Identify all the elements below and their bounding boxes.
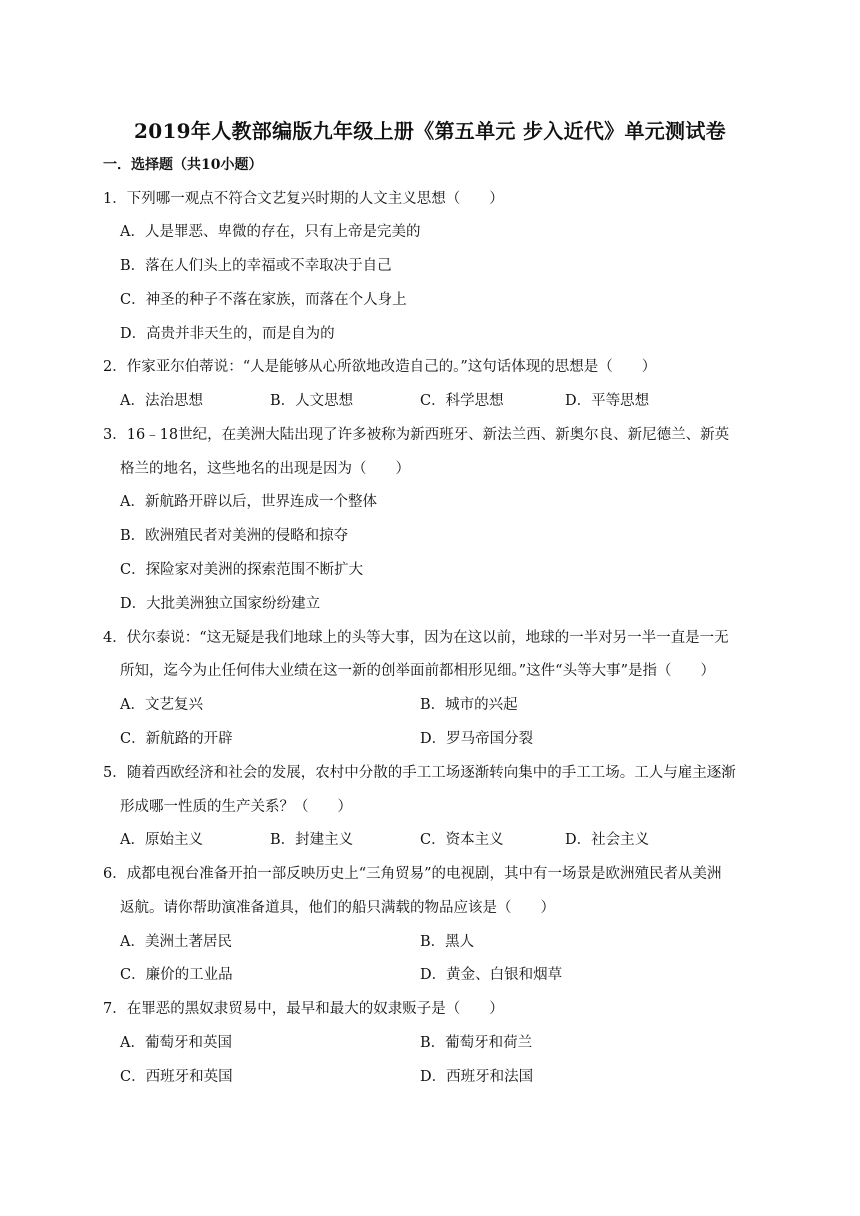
question-4-option-a: A．文艺复兴 xyxy=(120,697,203,713)
question-4-option-d: D．罗马帝国分裂 xyxy=(420,731,534,747)
question-3-stem-line-1: 3．16﹣18世纪，在美洲大陆出现了许多被称为新西班牙、新法兰西、新奥尔良、新尼德兰、新英 xyxy=(103,427,730,443)
question-5-option-b: B．封建主义 xyxy=(270,832,354,848)
question-4-option-c: C．新航路的开辟 xyxy=(120,731,233,747)
question-5-option-c: C．资本主义 xyxy=(420,832,504,848)
question-4-stem-line-2: 所知，迄今为止任何伟大业绩在这一新的创举面前都相形见细。”这件“头等大事”是指（ ） xyxy=(120,663,715,679)
question-6-stem-line-2: 返航。请你帮助演准备道具，他们的船只满载的物品应该是（ ） xyxy=(120,900,555,916)
question-2-option-b: B．人文思想 xyxy=(270,393,354,409)
question-1-option-b: B．落在人们头上的幸福或不幸取决于自己 xyxy=(120,258,392,274)
question-3-option-c: C．探险家对美洲的探索范围不断扩大 xyxy=(120,562,364,578)
question-2-option-d: D．平等思想 xyxy=(565,393,650,409)
question-7-option-c: C．西班牙和英国 xyxy=(120,1069,233,1085)
question-5-option-a: A．原始主义 xyxy=(120,832,203,848)
page-title: 2019年人教部编版九年级上册《第五单元 步入近代》单元测试卷 xyxy=(134,119,726,143)
section-heading: 一．选择题（共10小题） xyxy=(103,157,263,173)
question-4-stem-line-1: 4．伏尔泰说：“这无疑是我们地球上的头等大事，因为在这以前，地球的一半对另一半一直是一无 xyxy=(103,630,729,646)
question-6-option-b: B．黑人 xyxy=(420,934,475,950)
question-6-option-c: C．廉价的工业品 xyxy=(120,967,233,983)
question-5-stem-line-1: 5．随着西欧经济和社会的发展，农村中分散的手工工场逐渐转向集中的手工工场。工人与雇主逐渐 xyxy=(103,765,736,781)
question-7-stem: 7．在罪恶的黑奴隶贸易中，最早和最大的奴隶贩子是（ ） xyxy=(103,1001,504,1017)
question-5-stem-line-2: 形成哪一性质的生产关系？（ ） xyxy=(120,799,352,815)
question-6-option-a: A．美洲土著居民 xyxy=(120,934,232,950)
question-5-option-d: D．社会主义 xyxy=(565,832,650,848)
question-7-option-a: A．葡萄牙和英国 xyxy=(120,1035,232,1051)
question-2-option-c: C．科学思想 xyxy=(420,393,504,409)
question-3-option-a: A．新航路开辟以后，世界连成一个整体 xyxy=(120,494,377,510)
question-4-option-b: B．城市的兴起 xyxy=(420,697,518,713)
question-1-option-d: D．高贵并非天生的，而是自为的 xyxy=(120,326,335,342)
question-6-stem-line-1: 6．成都电视台准备开拍一部反映历史上“三角贸易”的电视剧，其中有一场景是欧洲殖民者从美洲 xyxy=(103,866,722,882)
question-6-option-d: D．黄金、白银和烟草 xyxy=(420,967,563,983)
question-1-option-c: C．神圣的种子不落在家族，而落在个人身上 xyxy=(120,292,407,308)
question-3-stem-line-2: 格兰的地名，这些地名的出现是因为（ ） xyxy=(120,461,410,477)
question-7-option-b: B．葡萄牙和荷兰 xyxy=(420,1035,533,1051)
question-3-option-d: D．大批美洲独立国家纷纷建立 xyxy=(120,596,321,612)
question-1-option-a: A．人是罪恶、卑微的存在，只有上帝是完美的 xyxy=(120,224,421,240)
question-3-option-b: B．欧洲殖民者对美洲的侵略和掠夺 xyxy=(120,528,349,544)
question-2-option-a: A．法治思想 xyxy=(120,393,203,409)
question-1-stem: 1．下列哪一观点不符合文艺复兴时期的人文主义思想（ ） xyxy=(103,191,504,207)
question-2-stem: 2．作家亚尔伯蒂说：“人是能够从心所欲地改造自己的。”这句话体现的思想是（ ） xyxy=(103,359,657,375)
question-7-option-d: D．西班牙和法国 xyxy=(420,1069,534,1085)
